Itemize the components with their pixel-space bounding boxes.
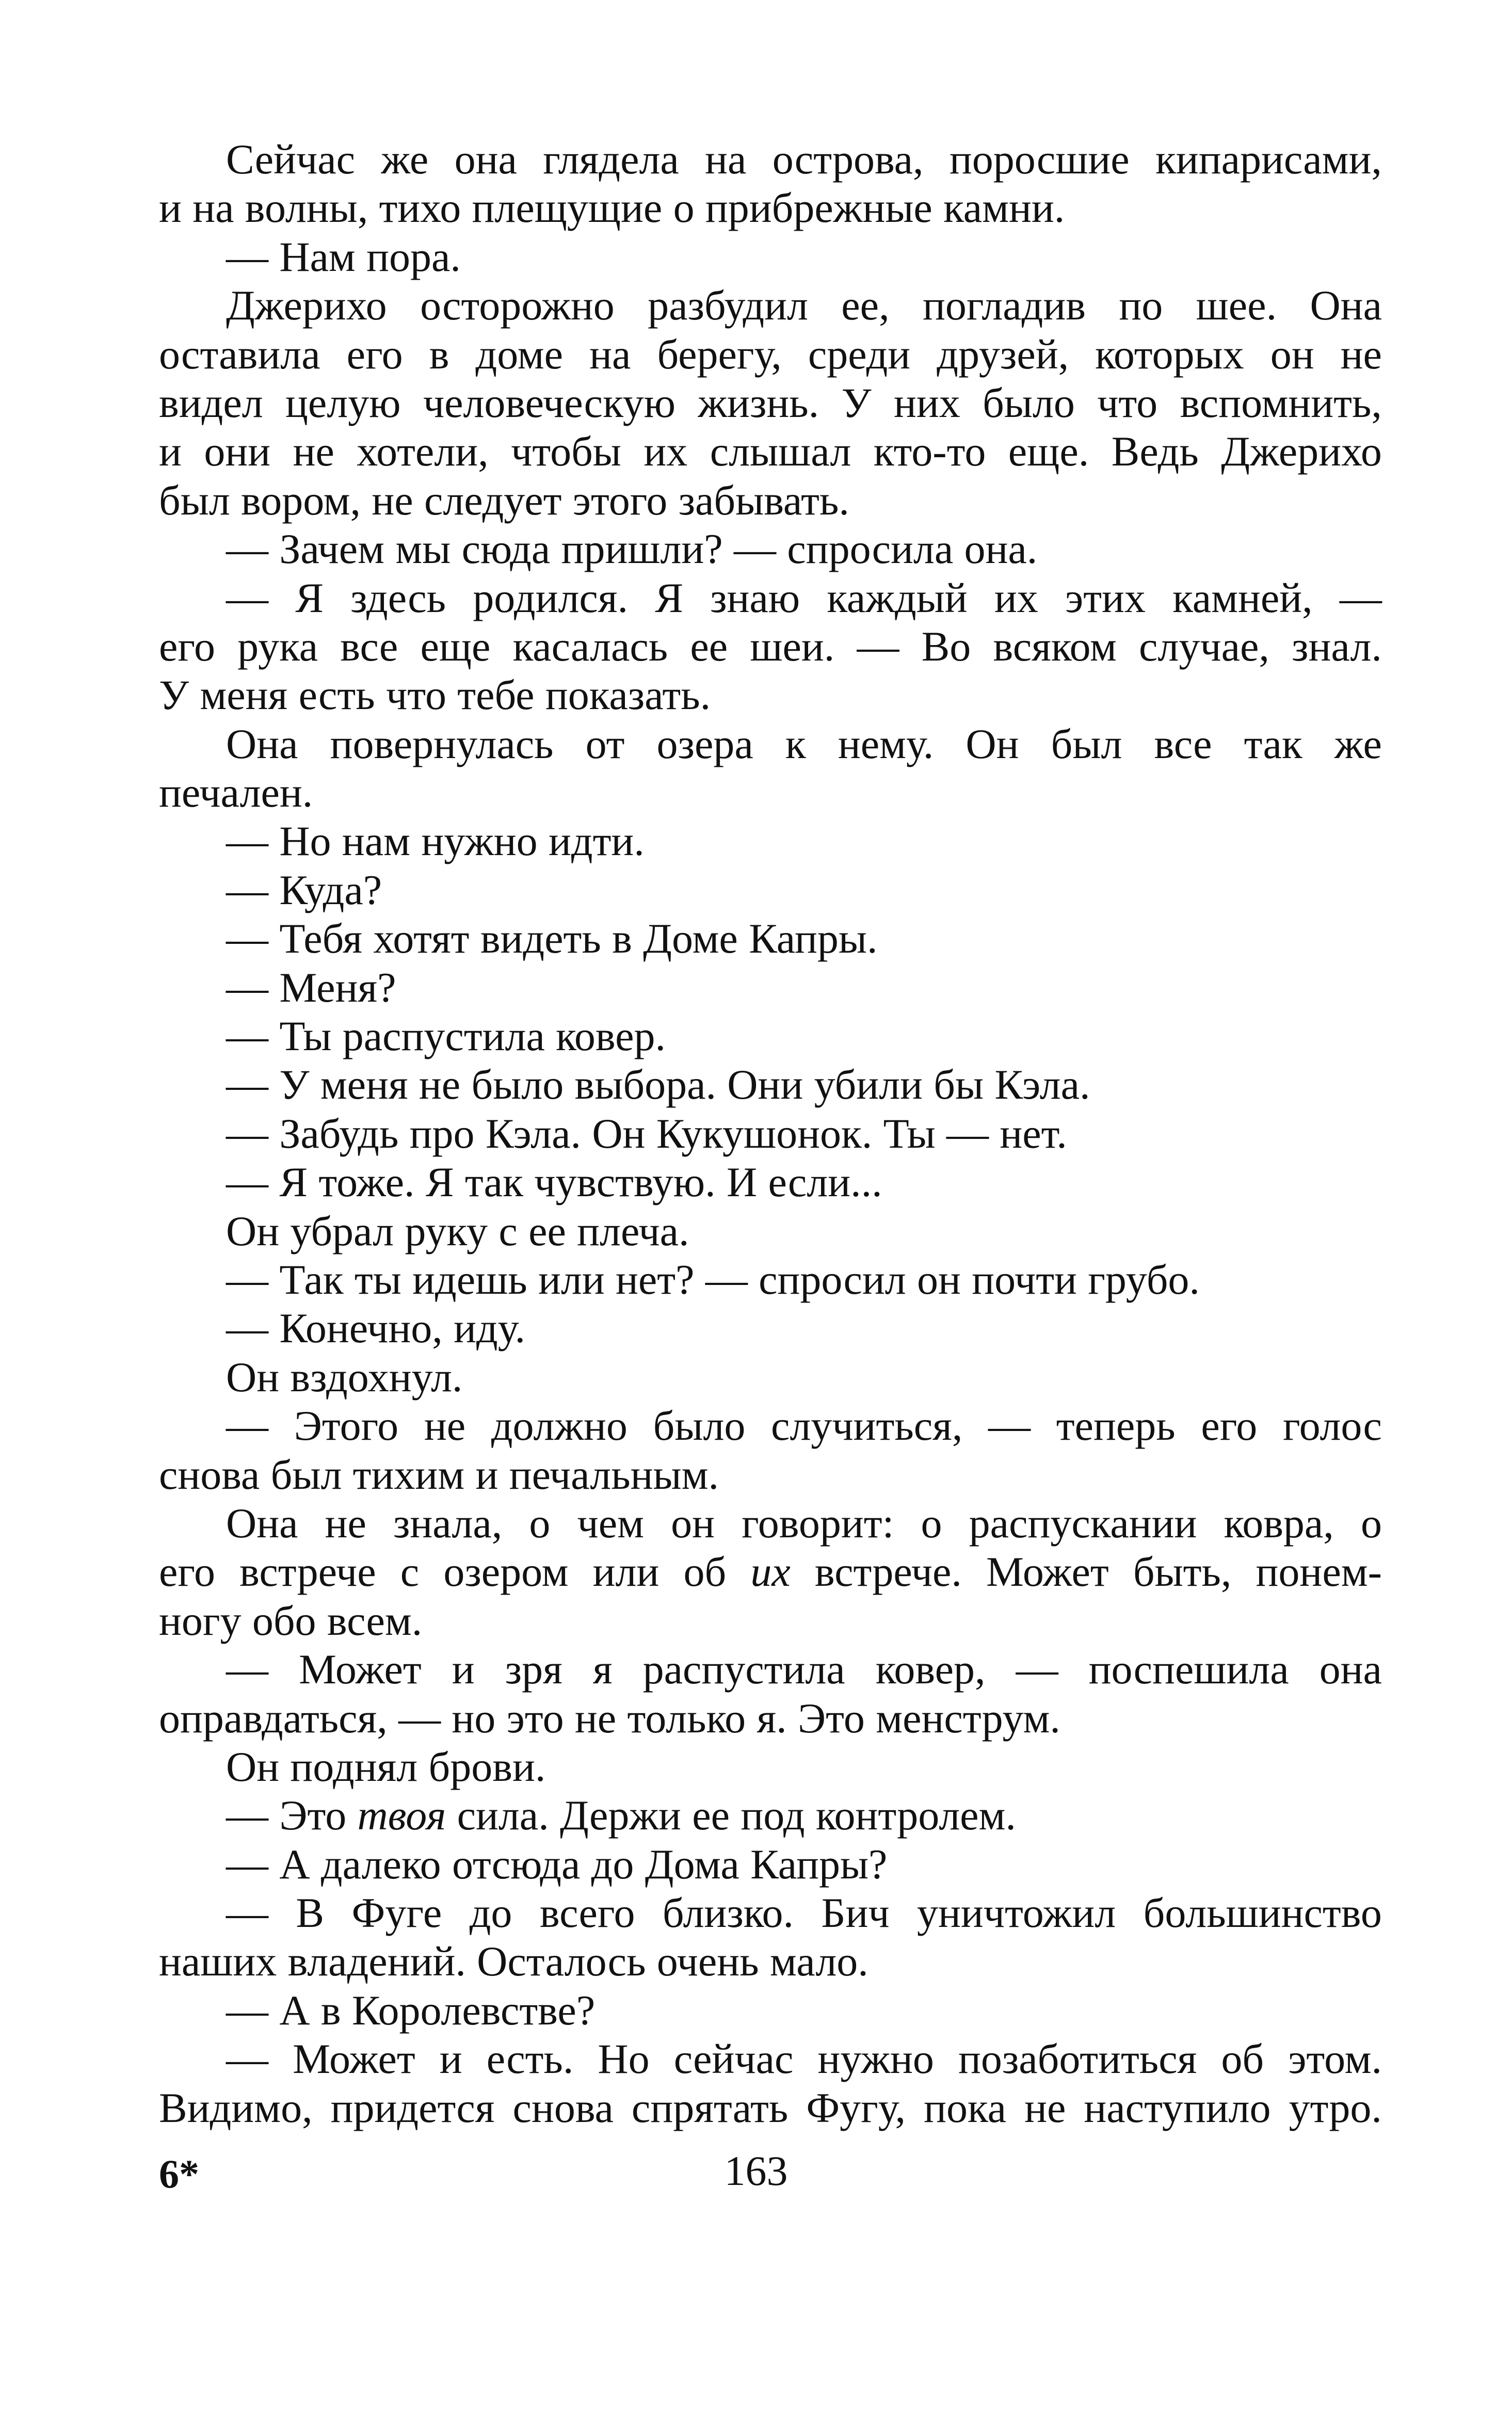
text-line: снова был тихим и печальным. [159, 1451, 719, 1498]
text-line: — Нам пора. [226, 233, 461, 280]
text-line: — Это твоя сила. Держи ее под контролем. [226, 1792, 1016, 1839]
text-line: — Тебя хотят видеть в Доме Капры. [226, 915, 878, 962]
text-line: оставила его в доме на берегу, среди друзей, которых он не [159, 330, 1382, 378]
text-line: Он вздохнул. [226, 1353, 463, 1401]
text-line: его встрече с озером или об их встрече. Может быть, понем- [159, 1548, 1382, 1596]
text-line: его рука все еще касалась ее шеи. — Во всяком случае, знал. [159, 622, 1382, 670]
text-line: — Но нам нужно идти. [226, 817, 645, 865]
text-line: — Может и зря я распустила ковер, — поспешила она [226, 1646, 1382, 1693]
text-line: наших владений. Осталось очень мало. [159, 1938, 868, 1985]
text-line: Она повернулась от озера к нему. Он был все так же [226, 720, 1382, 767]
text-line: — Я тоже. Я так чувствую. И если... [226, 1159, 882, 1206]
text-line: и на волны, тихо плещущие о прибрежные камни. [159, 184, 1065, 232]
text-line: — А далеко отсюда до Дома Капры? [226, 1840, 888, 1888]
text-line: — Куда? [226, 866, 382, 913]
page-number: 163 [724, 2147, 788, 2194]
page-text [159, 135, 1382, 2132]
text-line: Сейчас же она глядела на острова, поросшие кипарисами, [226, 136, 1382, 183]
text-line: — Я здесь родился. Я знаю каждый их этих камней, — [226, 574, 1382, 621]
text-line: — Этого не должно было случиться, — теперь его голос [226, 1402, 1382, 1450]
text-line: оправдаться, — но это не только я. Это менструм. [159, 1694, 1060, 1742]
text-line: был вором, не следует этого забывать. [159, 476, 849, 524]
text-line: — В Фуге до всего близко. Бич уничтожил большинство [226, 1889, 1382, 1937]
text-line: — Ты распустила ковер. [226, 1012, 666, 1060]
text-line: Он поднял брови. [226, 1743, 546, 1790]
text-line: — У меня не было выбора. Они убили бы Кэла. [226, 1061, 1090, 1108]
text-line: ногу обо всем. [159, 1597, 423, 1644]
text-line: и они не хотели, чтобы их слышал кто-то еще. Ведь Джерихо [159, 428, 1382, 475]
signature-mark: 6* [159, 2151, 199, 2196]
text-line: — Может и есть. Но сейчас нужно позаботиться об этом. [226, 2035, 1382, 2083]
text-line: Джерихо осторожно разбудил ее, погладив по шее. Она [226, 282, 1382, 329]
text-line: Она не знала, о чем он говорит: о распускании ковра, о [226, 1499, 1382, 1547]
text-line: — Конечно, иду. [226, 1305, 525, 1352]
text-line: У меня есть что тебе показать. [159, 671, 711, 719]
text-line: Видимо, придется снова спрятать Фугу, пока не наступило утро. [159, 2084, 1382, 2131]
text-line: — Так ты идешь или нет? — спросил он почти грубо. [226, 1256, 1200, 1303]
text-line: видел целую человеческую жизнь. У них было что вспомнить, [159, 379, 1382, 426]
text-line: печален. [159, 769, 313, 816]
text-line: — Зачем мы сюда пришли? — спросила она. [226, 525, 1038, 573]
text-line: — Меня? [226, 963, 396, 1011]
text-line: Он убрал руку с ее плеча. [226, 1207, 689, 1255]
text-line: — А в Королевстве? [226, 1986, 596, 2034]
text-line: — Забудь про Кэла. Он Кукушонок. Ты — нет. [226, 1109, 1067, 1157]
